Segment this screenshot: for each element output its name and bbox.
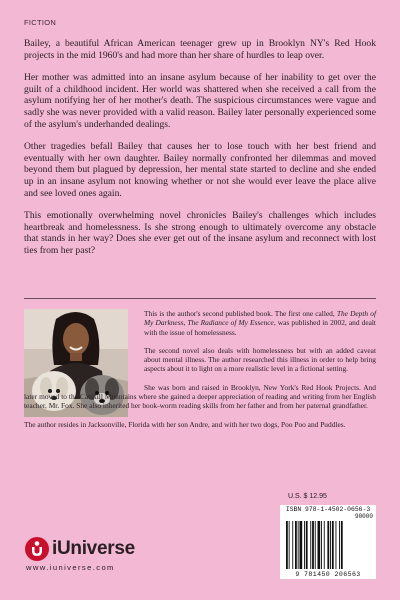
synopsis-paragraph: This emotionally overwhelming novel chronicles Bailey's challenges which includes heartbreak and homelessness. Is she strong enough to ultimately overcome any obstacle that stands in her way? Does she ever get out of the insane asylum and reconnect with lost ties from her past? [24,210,376,256]
price-label: U.S. $ 12.95 [288,493,327,500]
synopsis-paragraph: Other tragedies befall Bailey that causes her to lose touch with her best friend and eventually with her own daughter. Bailey normally confronted her dilemmas and moved beyond them but plagued by depression, her mental state started to decline and she ended up in an insane asylum not knowing whether or not she would ever leave the place alive and see loved ones again. [24,141,376,199]
barcode-bar [330,521,331,569]
barcode-bar [292,521,293,569]
genre-label: FICTION [24,18,57,27]
barcode-bar [286,521,288,569]
barcode-bar [327,521,329,569]
barcode-bar [304,521,305,569]
publisher-logo [24,536,154,576]
barcode-bar [318,521,321,569]
iuniverse-logo-icon [24,536,50,562]
section-divider [24,298,376,299]
isbn-digits: 9 781450 206563 [295,571,361,578]
barcode-bar [321,521,322,569]
isbn-label: ISBN 978-1-4502-0656-3 [285,506,371,513]
barcode-bar [324,521,325,569]
barcode-bar [306,521,308,569]
synopsis-paragraph: Bailey, a beautiful African American teenager grew up in Brooklyn NY's Red Hook projects in the mid 1960's and had more than her share of hurdles to leap over. [24,38,376,61]
isbn-price-code: 90000 [354,513,373,520]
synopsis [24,38,376,268]
barcode-bar [300,521,303,569]
isbn-barcode [280,505,376,579]
barcode-bar [341,521,343,569]
first-book-title: The Depth of My Darkness, The Radiance of My Essence [144,309,377,328]
barcode-bar [336,521,337,569]
barcode-bar [315,521,316,569]
barcode-bar [332,521,334,569]
barcode-bar [298,521,299,569]
barcode-bars [280,505,376,579]
bio-paragraph: The second novel also deals with homelessness but with an added caveat about mental illness. The author researched this illness in order to help bring aspects about it to light on a more realistic level in a fictional setting. [144,345,376,374]
barcode-bar [295,521,297,569]
barcode-bar [339,521,340,569]
barcode-bar [312,521,314,569]
bio-paragraph: The author resides in Jacksonville, Florida with her son Andre, and with her two dogs, Poo Poo and Puddles. [24,419,346,429]
publisher-url[interactable]: www.iuniverse.com [26,563,115,572]
barcode-bar [289,521,290,569]
publisher-name: iUniverse [52,538,135,559]
bio-paragraph: This is the author's second published book. The first one called, The Depth of My Darkness, The Radiance of My Essence, was published in 2002, and dealt with the issue of homelessness. [144,309,377,337]
barcode-bar [310,521,311,569]
synopsis-paragraph: Her mother was admitted into an insane asylum because of her inability to get over the guilt of a childhood incident. Her world was shattered when she received a call from the asylum notifying her of her mother's death. The suspicious circumstances were vague and sadly she was never provided with a valid reason. Bailey later personally experienced some of the asylum's underhanded dealings. [24,72,376,130]
bio-paragraph: She was born and raised in Brooklyn, New York's Red Hook Projects. And later moved to the Catskill Mountains where she gained a deeper appreciation of reading and writing from her English teacher, Mr. Fox. She also inherited her book-worm reading skills from her father and from her paternal grandfather. [24,382,376,411]
author-bio [24,309,376,438]
